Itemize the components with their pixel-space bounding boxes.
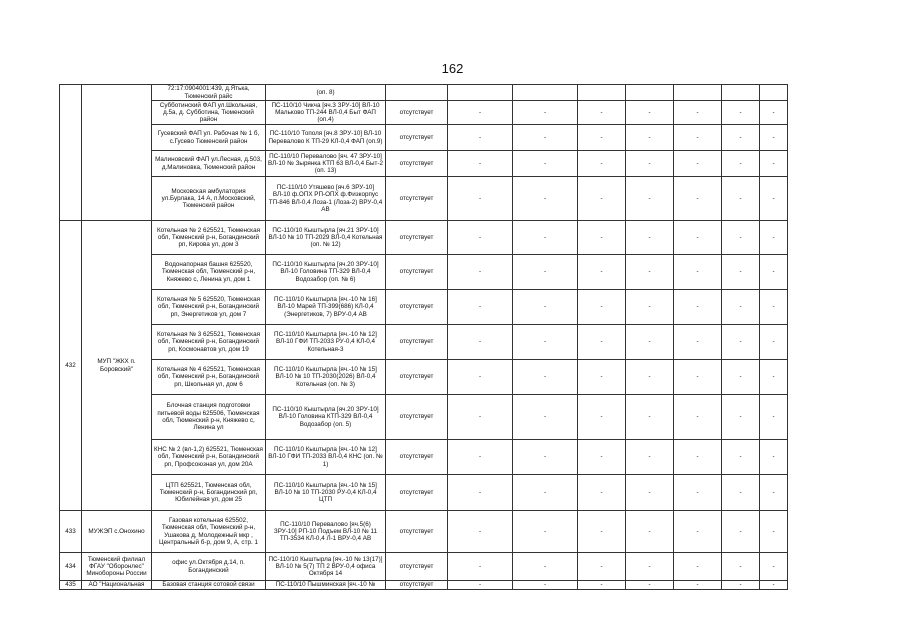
cell-address: Котельная № 5 625520, Тюменская обл, Тюменский р-н, Богандинский рп, Энергетиков ул, дом 7 bbox=[152, 290, 266, 325]
cell-dash: - bbox=[760, 101, 788, 125]
cell-dash: - bbox=[674, 440, 722, 475]
cell-dash: - bbox=[760, 553, 788, 581]
cell-dash: - bbox=[626, 360, 674, 395]
cell-number: 435 bbox=[60, 581, 82, 590]
cell-address: Субботинский ФАП ул.Школьная, д.5а, д. Субботина, Тюменский район bbox=[152, 101, 266, 125]
cell-empty bbox=[448, 85, 513, 101]
cell-dash: - bbox=[722, 177, 760, 221]
cell-empty bbox=[760, 85, 788, 101]
cell-supply: ПС-110/10 Кыштырла [яч.-10 № 16] ВЛ-10 Марей ТП-399(686) КЛ-0,4 (Энергетиков, 7) ВРУ-0,4 АВ bbox=[266, 290, 386, 325]
cell-dash: - bbox=[674, 221, 722, 255]
cell-empty bbox=[674, 85, 722, 101]
cell-supply: ПС-110/10 Перевалово [яч.5(6) ЗРУ-10] РП-10 Подъем ВЛ-10 № 11 ТП-3534 КЛ-0,4 Л-1 ВРУ-0,4 АВ bbox=[266, 511, 386, 553]
cell-dash: - bbox=[674, 511, 722, 553]
cell-supply: ПС-110/10 Кыштырла [яч.-10 № 15] ВЛ-10 № 10 ТП-2030 РУ-0,4 КЛ-0,4 ЦТП bbox=[266, 475, 386, 511]
cell-address: Котельная № 4 625521, Тюменская обл, Тюменский р-н, Богандинский рп, Школьная ул, дом 6 bbox=[152, 360, 266, 395]
cell-dash: - bbox=[578, 101, 626, 125]
cell-dash: - bbox=[674, 553, 722, 581]
cell-dash: - bbox=[448, 125, 513, 151]
cell-status: отсутствует bbox=[386, 360, 448, 395]
cell-status: отсутствует bbox=[386, 125, 448, 151]
table-row bbox=[60, 475, 788, 511]
cell-supply: ПС-110/10 Тополя [яч.8 ЗРУ-10] ВЛ-10 Перевалово К ТП-29 КЛ-0,4 ФАП (оп.9) bbox=[266, 125, 386, 151]
cell-status: отсутствует bbox=[386, 255, 448, 290]
table-row bbox=[60, 360, 788, 395]
table-row bbox=[60, 511, 788, 553]
cell-supply: ПС-110/10 Кыштырла [яч.21 ЗРУ-10] ВЛ-10 № 10 ТП-2029 ВЛ-0,4 Котельная (оп. № 12) bbox=[266, 221, 386, 255]
cell-supply: ПС-110/10 Кыштырла [яч.20 ЗРУ-10] ВЛ-10 Головина КТП-329 ВЛ-0,4 Водозабор (оп. 5) bbox=[266, 395, 386, 440]
cell-dash: - bbox=[513, 177, 578, 221]
cell-supply: ПС-110/10 Кыштырла [яч.-10 № 13(17)] ВЛ-10 № 5(7) ТП 2 ВРУ-0,4 офиса Октября 14 bbox=[266, 553, 386, 581]
cell-dash: - bbox=[513, 255, 578, 290]
cell-dash: - bbox=[448, 177, 513, 221]
table-row bbox=[60, 440, 788, 475]
table-row bbox=[60, 395, 788, 440]
cell-status: отсутствует bbox=[386, 325, 448, 360]
cell-dash: - bbox=[760, 290, 788, 325]
cell-dash: - bbox=[626, 151, 674, 177]
cell-dash: - bbox=[722, 290, 760, 325]
table-row bbox=[60, 325, 788, 360]
cell-dash: - bbox=[578, 511, 626, 553]
cell-dash: - bbox=[513, 581, 578, 590]
cell-address: Московская амбулатория ул.Бурлака, 14 А, п.Московский, Тюменский район bbox=[152, 177, 266, 221]
cell-address: 72:17:0904001:439, д.Ятька, Тюменский райс bbox=[152, 85, 266, 101]
cell-dash: - bbox=[674, 125, 722, 151]
register-table bbox=[59, 84, 788, 590]
cell-dash: - bbox=[448, 395, 513, 440]
cell-dash: - bbox=[674, 325, 722, 360]
cell-dash: - bbox=[448, 553, 513, 581]
cell-status: отсутствует bbox=[386, 511, 448, 553]
cell-empty bbox=[578, 85, 626, 101]
cell-address: КНС № 2 (вл-1,2) 625521, Тюменская обл, Тюменский р-н, Богандинский рп, Профсоюзная ул, дом 20А bbox=[152, 440, 266, 475]
cell-dash: - bbox=[513, 440, 578, 475]
table-row bbox=[60, 553, 788, 581]
cell-dash: - bbox=[448, 325, 513, 360]
cell-dash: - bbox=[626, 511, 674, 553]
cell-supply: ПС-110/10 Пышминская [яч.-10 № bbox=[266, 581, 386, 590]
cell-dash: - bbox=[760, 511, 788, 553]
table-row bbox=[60, 581, 788, 590]
cell-dash: - bbox=[626, 395, 674, 440]
cell-dash: - bbox=[760, 581, 788, 590]
cell-dash: - bbox=[722, 475, 760, 511]
cell-dash: - bbox=[674, 360, 722, 395]
cell-supply: ПС-110/10 Кыштырла [яч.-10 № 12] ВЛ-10 ГФИ ТП-2033 ВЛ-0,4 КНС (оп. № 1) bbox=[266, 440, 386, 475]
cell-dash: - bbox=[578, 581, 626, 590]
cell-organization: Тюменский филиал ФГАУ "Оборонлес" Минобороны России bbox=[82, 553, 152, 581]
cell-dash: - bbox=[722, 395, 760, 440]
cell-dash: - bbox=[513, 101, 578, 125]
cell-dash: - bbox=[578, 553, 626, 581]
page-number: 162 bbox=[441, 61, 464, 76]
cell-address: Котельная № 3 625521, Тюменская обл, Тюменский р-н, Богандинский рп, Космонавтов ул, дом 19 bbox=[152, 325, 266, 360]
cell-dash: - bbox=[448, 581, 513, 590]
cell-status: отсутствует bbox=[386, 553, 448, 581]
cell-dash: - bbox=[674, 581, 722, 590]
cell-dash: - bbox=[448, 151, 513, 177]
cell-organization: МУП "ЖКХ п. Боровский" bbox=[82, 221, 152, 511]
cell-dash: - bbox=[448, 101, 513, 125]
cell-dash: - bbox=[626, 101, 674, 125]
cell-dash: - bbox=[626, 440, 674, 475]
cell-dash: - bbox=[674, 255, 722, 290]
cell-dash: - bbox=[722, 553, 760, 581]
cell-dash: - bbox=[674, 151, 722, 177]
cell-dash: - bbox=[626, 553, 674, 581]
cell-dash: - bbox=[760, 325, 788, 360]
cell-dash: - bbox=[760, 475, 788, 511]
cell-dash: - bbox=[448, 440, 513, 475]
cell-status: отсутствует bbox=[386, 475, 448, 511]
table-row bbox=[60, 85, 788, 101]
cell-organization: МУЖЭП с.Онохино bbox=[82, 511, 152, 553]
cell-status: отсутствует bbox=[386, 221, 448, 255]
cell-number: 434 bbox=[60, 553, 82, 581]
cell-dash: - bbox=[513, 325, 578, 360]
cell-dash: - bbox=[578, 221, 626, 255]
table-row bbox=[60, 151, 788, 177]
cell-dash: - bbox=[626, 177, 674, 221]
cell-dash: - bbox=[578, 395, 626, 440]
cell-dash: - bbox=[722, 151, 760, 177]
cell-dash: - bbox=[760, 360, 788, 395]
table-row bbox=[60, 125, 788, 151]
cell-dash: - bbox=[760, 440, 788, 475]
cell-dash: - bbox=[448, 511, 513, 553]
cell-dash: - bbox=[626, 325, 674, 360]
cell-dash: - bbox=[722, 101, 760, 125]
cell-dash: - bbox=[513, 475, 578, 511]
cell-dash: - bbox=[578, 440, 626, 475]
cell-number: 433 bbox=[60, 511, 82, 553]
cell-status: отсутствует bbox=[386, 151, 448, 177]
cell-supply: ПС-110/10 Чикча [яч.3 ЗРУ-10] ВЛ-10 Мальково ТП-244 ВЛ-0,4 Быт ФАП (оп.4) bbox=[266, 101, 386, 125]
cell-dash: - bbox=[513, 221, 578, 255]
cell-organization bbox=[82, 85, 152, 221]
cell-dash: - bbox=[626, 475, 674, 511]
cell-status: отсутствует bbox=[386, 581, 448, 590]
cell-empty bbox=[626, 85, 674, 101]
cell-dash: - bbox=[513, 125, 578, 151]
cell-dash: - bbox=[626, 290, 674, 325]
table-row bbox=[60, 221, 788, 255]
cell-dash: - bbox=[626, 255, 674, 290]
cell-dash: - bbox=[578, 290, 626, 325]
cell-status: отсутствует bbox=[386, 440, 448, 475]
cell-dash: - bbox=[722, 125, 760, 151]
cell-dash: - bbox=[578, 325, 626, 360]
cell-dash: - bbox=[513, 290, 578, 325]
cell-dash: - bbox=[674, 475, 722, 511]
cell-address: Газовая котельная 625502, Тюменская обл, Тюменский р-н, Ушакова д, Молодежный мкр , Центральный б-р, дом 9, А, стр. 1 bbox=[152, 511, 266, 553]
cell-supply: ПС-110/10 Кыштырла [яч.-10 № 12] ВЛ-10 ГФИ ТП-2033 РУ-0,4 КЛ-0,4 Котельная-3 bbox=[266, 325, 386, 360]
cell-dash: - bbox=[722, 221, 760, 255]
cell-dash: - bbox=[674, 290, 722, 325]
cell-address: Гусевский ФАП ул. Рабочая № 1 б, с.Гусево Тюменский район bbox=[152, 125, 266, 151]
cell-supply: ПС-110/10 Перевалово [яч. 47 ЗРУ-10] ВЛ-10 № Зырянка КТП 63 ВЛ-0,4 Быт-2 (оп. 13) bbox=[266, 151, 386, 177]
cell-dash: - bbox=[722, 255, 760, 290]
cell-empty bbox=[513, 85, 578, 101]
cell-address: офис ул.Октября д.14, п. Богандинский bbox=[152, 553, 266, 581]
cell-dash: - bbox=[578, 360, 626, 395]
cell-dash: - bbox=[626, 221, 674, 255]
cell-status: отсутствует bbox=[386, 101, 448, 125]
cell-dash: - bbox=[513, 151, 578, 177]
table-row bbox=[60, 255, 788, 290]
cell-supply: (оп. 8) bbox=[266, 85, 386, 101]
cell-dash: - bbox=[760, 151, 788, 177]
cell-status: отсутствует bbox=[386, 395, 448, 440]
cell-dash: - bbox=[578, 125, 626, 151]
cell-address: Водонапорная башня 625520, Тюменская обл, Тюменский р-н, Княжево с, Ленина ул, дом 1 bbox=[152, 255, 266, 290]
cell-dash: - bbox=[513, 553, 578, 581]
cell-status bbox=[386, 85, 448, 101]
cell-dash: - bbox=[448, 221, 513, 255]
cell-dash: - bbox=[760, 221, 788, 255]
cell-status: отсутствует bbox=[386, 177, 448, 221]
table-row bbox=[60, 101, 788, 125]
cell-dash: - bbox=[578, 177, 626, 221]
cell-dash: - bbox=[448, 360, 513, 395]
cell-dash: - bbox=[513, 395, 578, 440]
cell-dash: - bbox=[578, 475, 626, 511]
cell-dash: - bbox=[513, 511, 578, 553]
cell-dash: - bbox=[760, 177, 788, 221]
cell-dash: - bbox=[448, 475, 513, 511]
cell-address: Котельная № 2 625521, Тюменская обл, Тюменский р-н, Богандинский рп, Кирова ул, дом 3 bbox=[152, 221, 266, 255]
cell-dash: - bbox=[674, 395, 722, 440]
cell-organization: АО "Национальная bbox=[82, 581, 152, 590]
cell-address: Базовая станция сотовой связи bbox=[152, 581, 266, 590]
cell-dash: - bbox=[674, 177, 722, 221]
cell-dash: - bbox=[722, 360, 760, 395]
cell-status: отсутствует bbox=[386, 290, 448, 325]
cell-dash: - bbox=[722, 581, 760, 590]
cell-supply: ПС-110/10 Утяшево [яч.6 ЗРУ-10] ВЛ-10 ф.ОПХ РП-ОПХ ф.Физкорпус ТП-846 ВЛ-0,4 Лоза-1 (Лоза-2) ВРУ-0,4 АВ bbox=[266, 177, 386, 221]
cell-number: 432 bbox=[60, 221, 82, 511]
cell-dash: - bbox=[722, 325, 760, 360]
cell-dash: - bbox=[674, 101, 722, 125]
cell-dash: - bbox=[448, 255, 513, 290]
cell-address: Блочная станция подготовки питьевой воды 625506, Тюменская обл, Тюменский р-н, Княжево с, Ленина ул bbox=[152, 395, 266, 440]
cell-dash: - bbox=[760, 255, 788, 290]
cell-dash: - bbox=[722, 440, 760, 475]
table-row bbox=[60, 290, 788, 325]
cell-supply: ПС-110/10 Кыштырла [яч.20 ЗРУ-10] ВЛ-10 Головина ТП-329 ВЛ-0,4 Водозабор (оп. № 6) bbox=[266, 255, 386, 290]
cell-dash: - bbox=[760, 395, 788, 440]
cell-dash: - bbox=[626, 581, 674, 590]
cell-dash: - bbox=[626, 125, 674, 151]
cell-dash: - bbox=[578, 151, 626, 177]
cell-address: ЦТП 625521, Тюменская обл, Тюменский р-н, Богандинский рп, Юбилейная ул, дом 25 bbox=[152, 475, 266, 511]
cell-address: Малиновский ФАП ул.Лесная, д.503, д.Малиновка, Тюменский район bbox=[152, 151, 266, 177]
cell-dash: - bbox=[448, 290, 513, 325]
table-row bbox=[60, 177, 788, 221]
cell-number bbox=[60, 85, 82, 221]
cell-dash: - bbox=[760, 125, 788, 151]
cell-dash: - bbox=[513, 360, 578, 395]
cell-dash: - bbox=[578, 255, 626, 290]
cell-supply: ПС-110/10 Кыштырла [яч.-10 № 15] ВЛ-10 № 10 ТП-2030(2026) ВЛ-0,4 Котельная (оп. № 3) bbox=[266, 360, 386, 395]
cell-dash: - bbox=[722, 511, 760, 553]
cell-empty bbox=[722, 85, 760, 101]
